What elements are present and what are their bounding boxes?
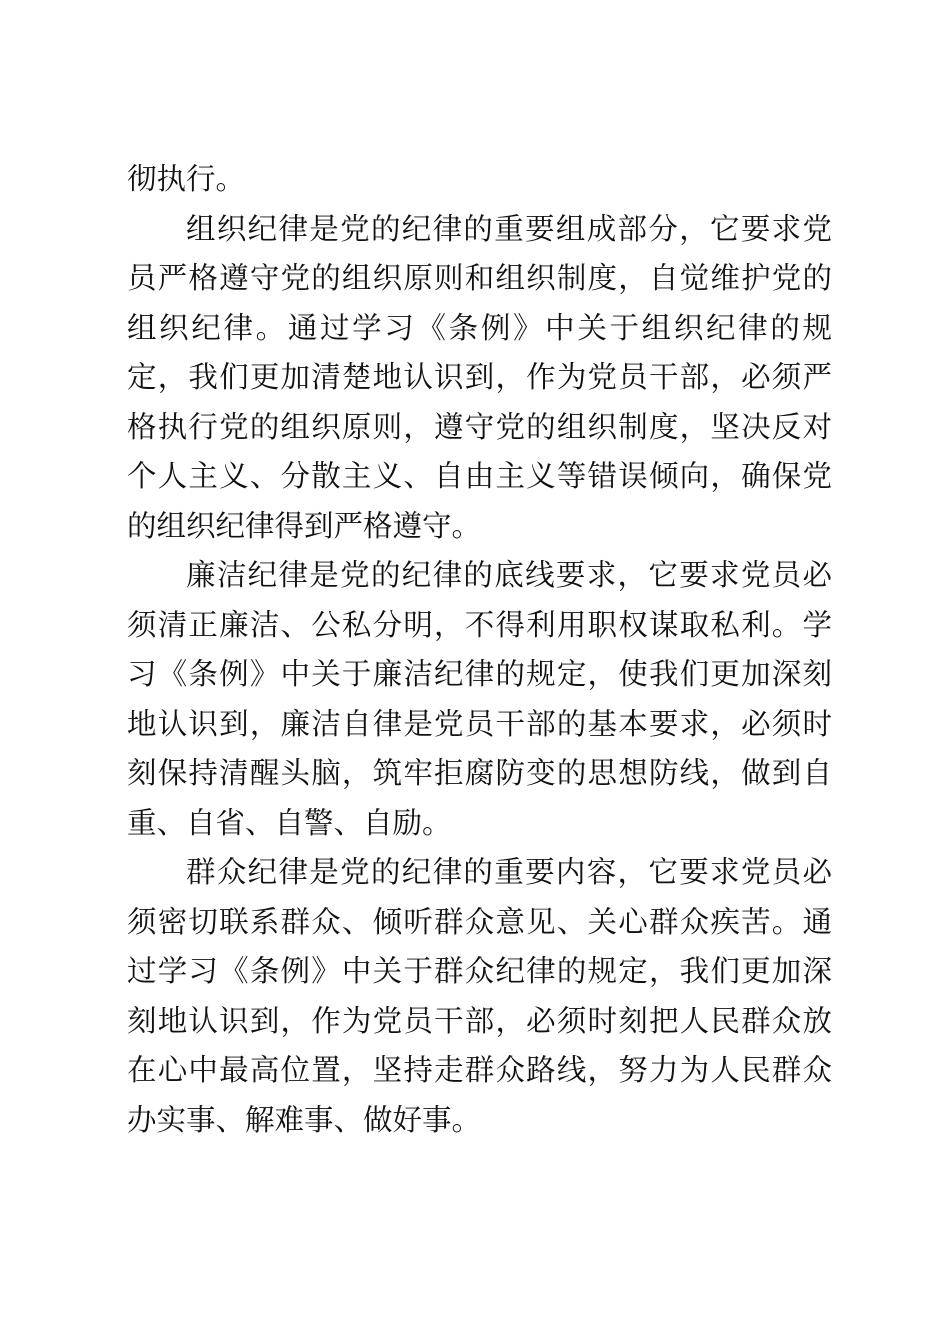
paragraph-integrity-discipline: 廉洁纪律是党的纪律的底线要求，它要求党员必须清正廉洁、公私分明，不得利用职权谋取私利。学习《条例》中关于廉洁纪律的规定，使我们更加深刻地认识到，廉洁自律是党员干部的基本要求，必须时刻保持清醒头脑，筑牢拒腐防变的思想防线，做到自重、自省、自警、自励。: [127, 558, 832, 840]
paragraph-mass-discipline: 群众纪律是党的纪律的重要内容，它要求党员必须密切联系群众、倾听群众意见、关心群众疾苦。通过学习《条例》中关于群众纪律的规定，我们更加深刻地认识到，作为党员干部，必须时刻把人民群众放在心中最高位置，坚持走群众路线，努力为人民群众办实事、解难事、做好事。: [127, 855, 832, 1137]
paragraph-organizational-discipline: 组织纪律是党的纪律的重要组成部分，它要求党员严格遵守党的组织原则和组织制度，自觉维护党的组织纪律。通过学习《条例》中关于组织纪律的规定，我们更加清楚地认识到，作为党员干部，必须严格执行党的组织原则，遵守党的组织制度，坚决反对个人主义、分散主义、自由主义等错误倾向，确保党的组织纪律得到严格遵守。: [127, 211, 832, 543]
document-body: [127, 155, 832, 1145]
paragraph-continuation: 彻执行。: [127, 162, 246, 196]
